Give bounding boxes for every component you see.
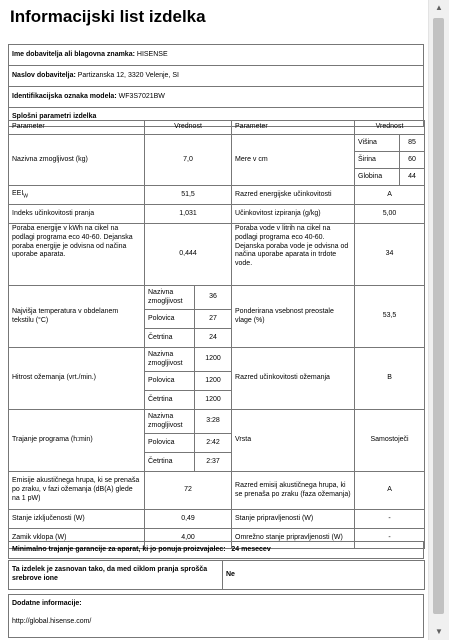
header-parameter-right: Parameter: [232, 121, 355, 135]
energy-consumption-value: 0,444: [145, 224, 232, 286]
table-row: [9, 286, 425, 310]
table-row: [9, 410, 425, 434]
off-mode-label: Stanje izključenosti (W): [9, 510, 145, 529]
noise-value: 72: [145, 472, 232, 510]
network-standby-value: -: [355, 529, 425, 549]
header-value-right: Vrednost: [355, 121, 425, 135]
additional-info-label: Dodatne informacije:: [12, 600, 82, 607]
wash-index-value: 1,031: [145, 205, 232, 224]
warranty-value: 24 mesecev: [231, 545, 271, 553]
header-value-left: Vrednost: [145, 121, 232, 135]
eei-label-subscript: W: [23, 193, 29, 200]
duration-rated-value: 3:28: [195, 410, 232, 434]
energy-class-value: A: [355, 186, 425, 205]
silver-ions-row: [9, 561, 425, 590]
water-consumption-value: 34: [355, 224, 425, 286]
noise-class-value: A: [355, 472, 425, 510]
parameters-table: [8, 120, 425, 549]
supplier-info-table: [8, 44, 424, 127]
network-standby-label: Omrežno stanje pripravljenosti (W): [232, 529, 355, 549]
duration-rated-label: Nazivna zmogljivost: [145, 410, 195, 434]
eei-value: 51,5: [145, 186, 232, 205]
spin-rated-label: Nazivna zmogljivost: [145, 348, 195, 372]
section-title: Splošni parametri izdelka: [9, 108, 424, 127]
table-row: [9, 348, 425, 372]
duration-label: Trajanje programa (h:min): [9, 410, 145, 472]
duration-half-label: Polovica: [145, 434, 195, 453]
silver-ions-value: Ne: [223, 561, 425, 590]
energy-class-label: Razred energijske učinkovitosti: [232, 186, 355, 205]
vertical-scrollbar[interactable]: [428, 0, 449, 640]
spin-class-label: Razred učinkovitosti ožemanja: [232, 348, 355, 410]
moisture-value: 53,5: [355, 286, 425, 348]
moisture-label: Ponderirana vsebnost preostale vlage (%): [232, 286, 355, 348]
temp-half-label: Polovica: [145, 310, 195, 329]
table-row: [9, 205, 425, 224]
standby-label: Stanje pripravljenosti (W): [232, 510, 355, 529]
page-title: Informacijski list izdelka: [10, 7, 206, 26]
scrollbar-thumb[interactable]: [433, 18, 444, 614]
spin-quarter-value: 1200: [195, 391, 232, 410]
eei-label: [9, 186, 145, 205]
scroll-up-arrow-icon[interactable]: ▲: [435, 3, 443, 12]
supplier-address-value: Partizanska 12, 3320 Velenje, SI: [77, 71, 179, 79]
water-consumption-label: Poraba vode v litrih na cikel na podlagi programa eco 40-60. Dejanska poraba vode je odvisna od načina uporabe aparata in trdote vode.: [232, 224, 355, 286]
temp-quarter-value: 24: [195, 329, 232, 348]
spin-quarter-label: Četrtina: [145, 391, 195, 410]
duration-half-value: 2:42: [195, 434, 232, 453]
spin-rated-value: 1200: [195, 348, 232, 372]
standby-value: -: [355, 510, 425, 529]
width-value: 60: [400, 152, 425, 169]
spin-half-label: Polovica: [145, 372, 195, 391]
supplier-address-label: Naslov dobavitelja:: [12, 71, 76, 79]
warranty-label: Minimalno trajanje garancije za aparat, ki jo ponuja proizvajalec:: [12, 545, 226, 553]
type-label: Vrsta: [232, 410, 355, 472]
noise-class-label: Razred emisij akustičnega hrupa, ki se prenaša po zraku (faza ožemanja): [232, 472, 355, 510]
additional-info-table: [8, 594, 424, 638]
capacity-value: 7,0: [145, 135, 232, 186]
header-parameter-left: Parameter: [9, 121, 145, 135]
duration-quarter-value: 2:37: [195, 453, 232, 472]
model-id-label: Identifikacijska oznaka modela:: [12, 92, 117, 100]
model-id-row: [9, 87, 424, 108]
rinse-label: Učinkovitost izpiranja (g/kg): [232, 205, 355, 224]
wash-index-label: Indeks učinkovitosti pranja: [9, 205, 145, 224]
temp-half-value: 27: [195, 310, 232, 329]
rinse-value: 5,00: [355, 205, 425, 224]
dimensions-label: Mere v cm: [232, 135, 355, 186]
off-mode-value: 0,49: [145, 510, 232, 529]
height-label: Višina: [355, 135, 400, 152]
silver-ions-label: Ta izdelek je zasnovan tako, da med ciklom pranja sprošča srebrove ione: [9, 561, 223, 590]
scroll-down-arrow-icon[interactable]: ▼: [435, 627, 443, 636]
table-row: [9, 186, 425, 205]
supplier-name-label: Ime dobavitelja ali blagovna znamka:: [12, 50, 135, 58]
warranty-table: [8, 541, 424, 559]
temperature-label: Najvišja temperatura v obdelanem tekstilu (°C): [9, 286, 145, 348]
model-id-value: WF3S7021BW: [118, 92, 165, 100]
additional-info-link[interactable]: http://global.hisense.com/: [12, 617, 92, 625]
type-value: Samostoječi: [355, 410, 425, 472]
depth-label: Globina: [355, 169, 400, 186]
noise-label: Emisije akustičnega hrupa, ki se prenaša po zraku, v fazi ožemanja (dB(A) glede na 1 pW): [9, 472, 145, 510]
spin-half-value: 1200: [195, 372, 232, 391]
width-label: Širina: [355, 152, 400, 169]
table-row: [9, 510, 425, 529]
table-row: [9, 472, 425, 510]
temp-quarter-label: Četrtina: [145, 329, 195, 348]
temp-rated-value: 36: [195, 286, 232, 310]
additional-info-row: [9, 595, 424, 638]
spin-class-value: B: [355, 348, 425, 410]
delay-start-label: Zamik vklopa (W): [9, 529, 145, 549]
table-row: [9, 224, 425, 286]
supplier-name-value: HISENSE: [136, 50, 168, 58]
table-row: [9, 135, 425, 152]
silver-ions-table: [8, 560, 425, 590]
temp-rated-label: Nazivna zmogljivost: [145, 286, 195, 310]
energy-consumption-label: Poraba energije v kWh na cikel na podlagi programa eco 40-60. Dejanska poraba energije je odvisna od načina uporabe aparata.: [9, 224, 145, 286]
duration-quarter-label: Četrtina: [145, 453, 195, 472]
spin-speed-label: Hitrost ožemanja (vrt./min.): [9, 348, 145, 410]
eei-label-text: EEI: [12, 190, 24, 198]
supplier-address-row: [9, 66, 424, 87]
warranty-row: [9, 542, 424, 559]
delay-start-value: 4,00: [145, 529, 232, 549]
height-value: 85: [400, 135, 425, 152]
supplier-name-row: [9, 45, 424, 66]
depth-value: 44: [400, 169, 425, 186]
capacity-label: Nazivna zmogljivost (kg): [9, 135, 145, 186]
column-header-row: [9, 121, 425, 135]
